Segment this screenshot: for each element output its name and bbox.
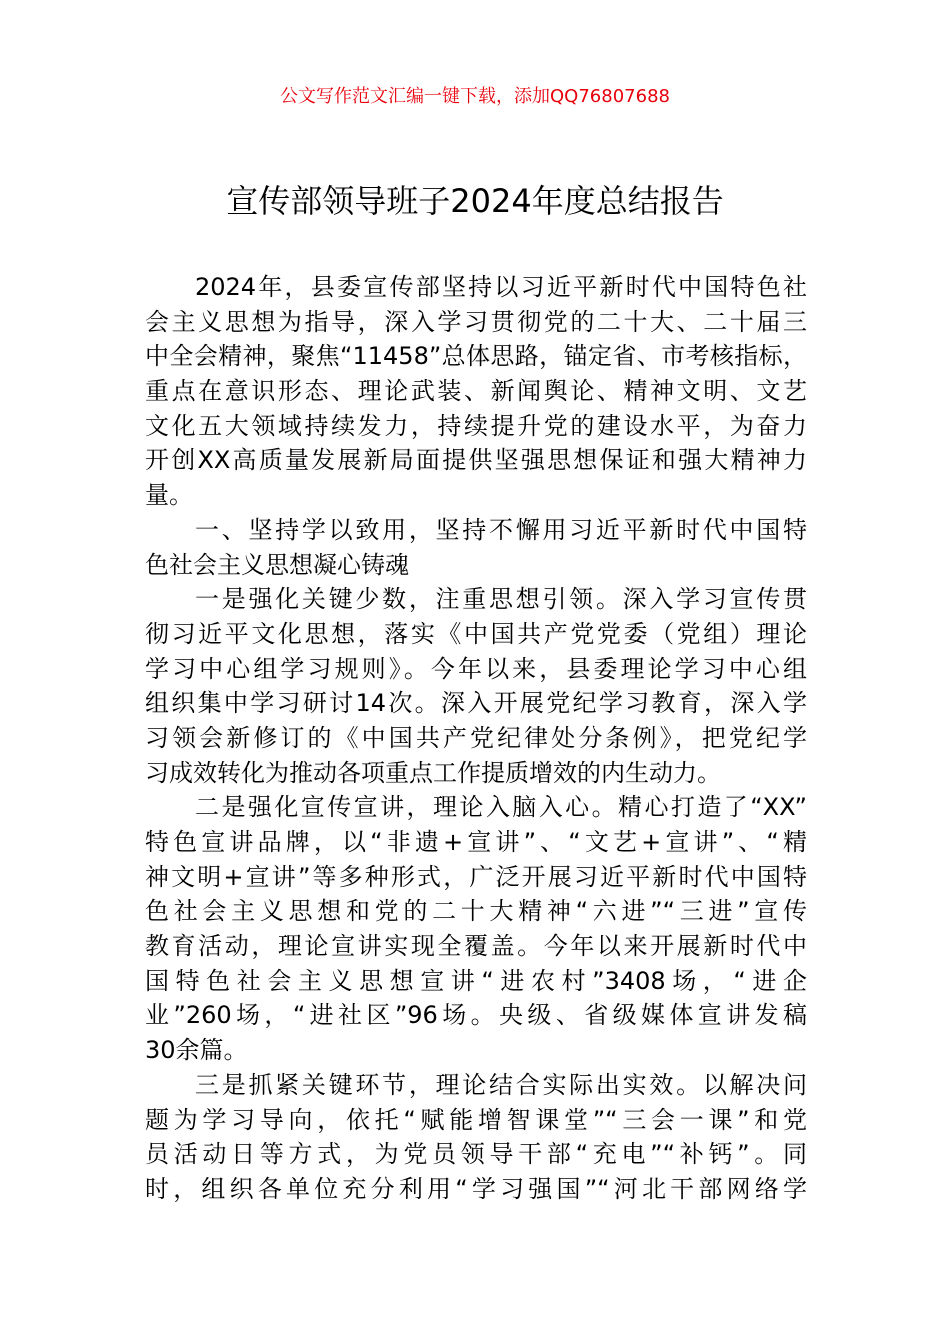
text-line: 教育活动，理论宣讲实现全覆盖。今年以来开展新时代中 [145, 932, 807, 961]
text-line: 业”260场，“进社区”96场。央级、省级媒体宣讲发稿 [145, 1001, 807, 1030]
text-line: 二是强化宣传宣讲，理论入脑入心。精心打造了“XX” [195, 793, 807, 822]
document-title: 宣传部领导班子2024年度总结报告 [226, 182, 724, 220]
text-line: 国特色社会主义思想宣讲“进农村”3408场，“进企 [145, 966, 807, 995]
text-line: 学习中心组学习规则》。今年以来，县委理论学习中心组 [145, 654, 807, 683]
download-note: 公文写作范文汇编一键下载，添加QQ76807688 [280, 86, 670, 107]
text-line: 30余篇。 [145, 1036, 248, 1065]
paragraph [145, 1068, 807, 1207]
text-line: 一是强化关键少数，注重思想引领。深入学习宣传贯 [195, 585, 807, 614]
text-line: 色社会主义思想和党的二十大精神“六进”“三进”宣传 [145, 897, 807, 926]
text-line: 彻习近平文化思想，落实《中国共产党党委（党组）理论 [145, 619, 807, 648]
text-line: 三是抓紧关键环节，理论结合实际出实效。以解决问 [195, 1070, 807, 1099]
paragraph [145, 270, 807, 513]
paragraph [145, 790, 807, 1068]
text-line: 特色宣讲品牌，以“非遗+宣讲”、“文艺+宣讲”、“精 [145, 828, 807, 856]
text-line: 重点在意识形态、理论武装、新闻舆论、精神文明、文艺 [145, 377, 807, 406]
text-line: 量。 [145, 481, 193, 510]
paragraph [145, 582, 807, 790]
document-body [145, 270, 807, 1207]
text-line: 习领会新修订的《中国共产党纪律处分条例》，把党纪学 [145, 723, 807, 752]
text-line: 开创XX高质量发展新局面提供坚强思想保证和强大精神力 [145, 446, 807, 475]
text-line: 色社会主义思想凝心铸魂 [145, 550, 409, 579]
text-line: 会主义思想为指导，深入学习贯彻党的二十大、二十届三 [145, 307, 807, 336]
text-line: 一、坚持学以致用，坚持不懈用习近平新时代中国特 [195, 515, 807, 544]
text-line: 文化五大领域持续发力，持续提升党的建设水平，为奋力 [145, 411, 807, 440]
text-line: 神文明+宣讲”等多种形式，广泛开展习近平新时代中国特 [145, 862, 807, 891]
text-line: 时，组织各单位充分利用“学习强国”“河北干部网络学 [145, 1174, 807, 1203]
paragraph [145, 513, 807, 582]
text-line: 中全会精神，聚焦“11458”总体思路，锚定省、市考核指标， [145, 342, 807, 371]
text-line: 习成效转化为推动各项重点工作提质增效的内生动力。 [145, 758, 721, 787]
text-line: 2024年，县委宣传部坚持以习近平新时代中国特色社 [195, 273, 807, 301]
text-line: 题为学习导向，依托“赋能增智课堂”“三会一课”和党 [145, 1105, 807, 1134]
text-line: 员活动日等方式，为党员领导干部“充电”“补钙”。同 [145, 1140, 807, 1169]
text-line: 组织集中学习研讨14次。深入开展党纪学习教育，深入学 [145, 689, 807, 718]
